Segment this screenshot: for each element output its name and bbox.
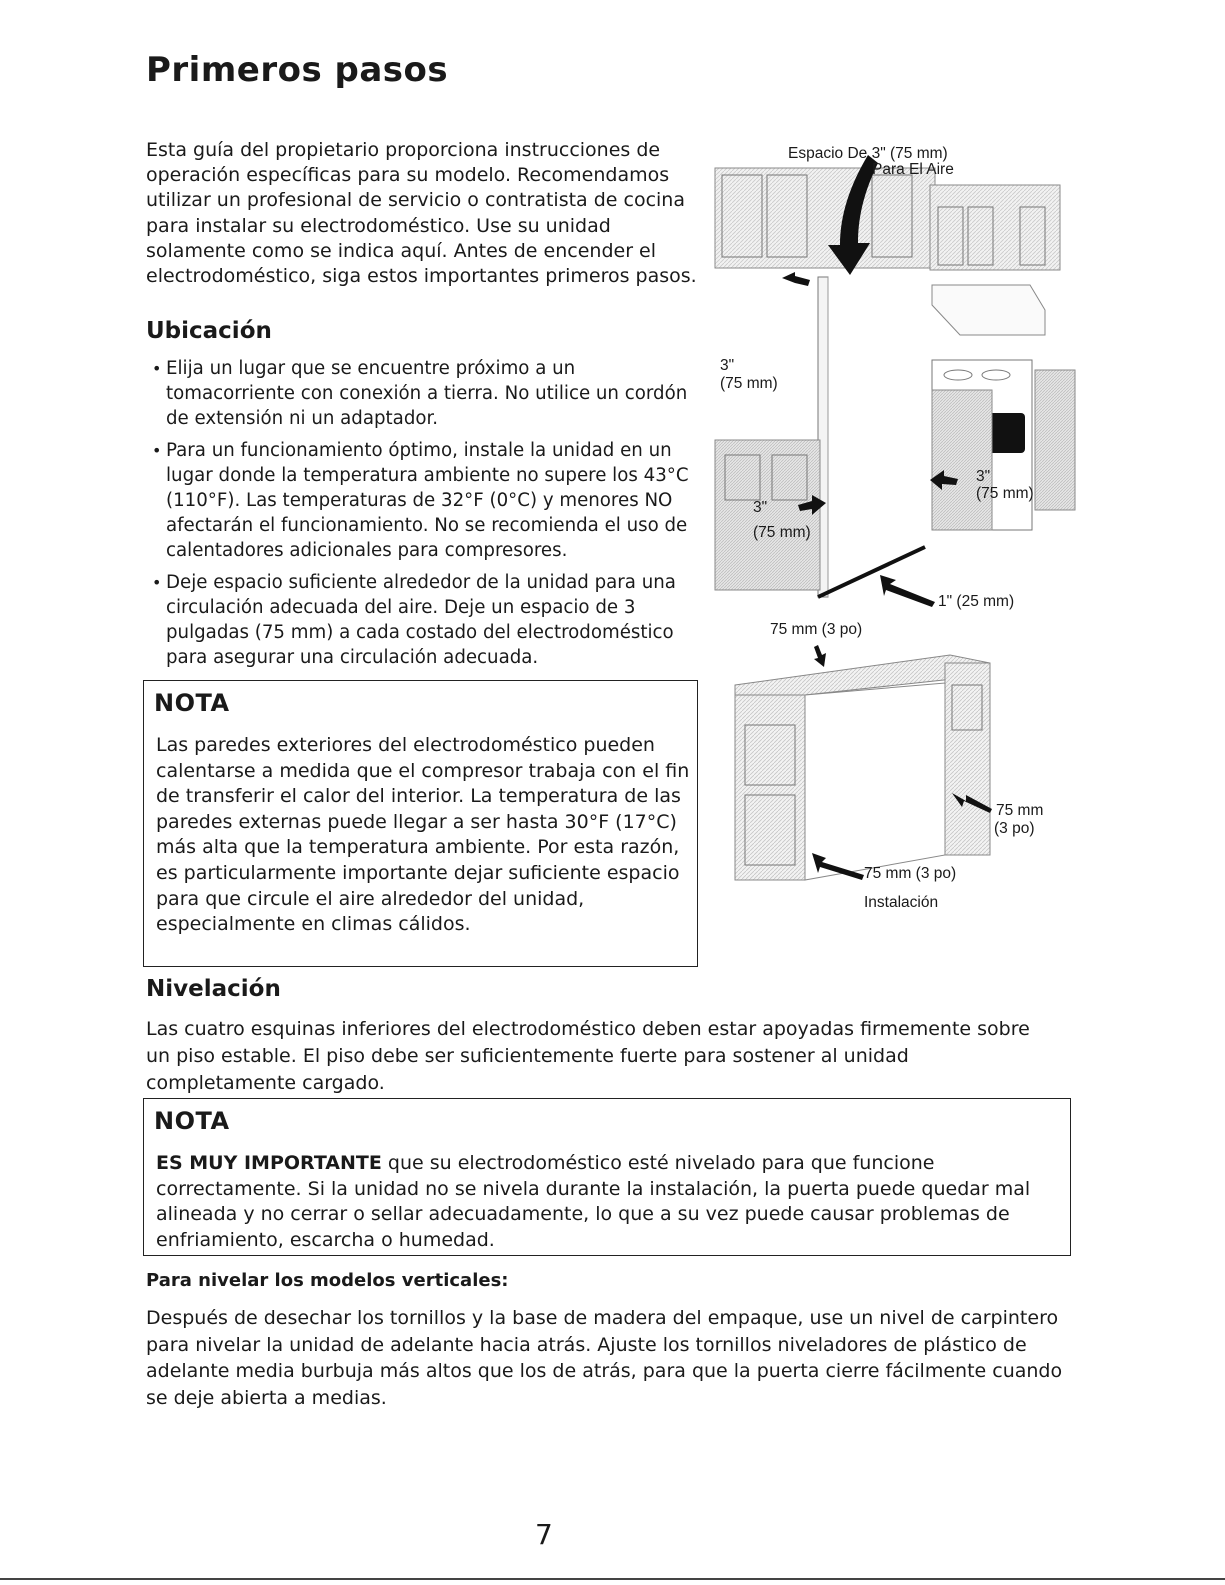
note-box-leveling xyxy=(143,1098,1071,1256)
side-clearance-label-line2: (3 po) xyxy=(994,820,1035,837)
page-number: 7 xyxy=(535,1518,553,1551)
front-clearance-label: 3" xyxy=(753,499,768,516)
air-space-label: Espacio De 3" (75 mm) xyxy=(788,145,948,162)
left-clearance-arrow xyxy=(782,272,810,286)
note-title: NOTA xyxy=(154,1107,230,1135)
bottom-clearance-label: 1" (25 mm) xyxy=(938,593,1015,610)
upright-heading: Para nivelar los modelos verticales: xyxy=(146,1270,509,1291)
bottom-clearance-arrow xyxy=(880,575,935,607)
intro-paragraph: Esta guía del propietario proporciona instrucciones de operación específicas para su modelo. Recomendamos utilizar un profesional de servicio o contratista de cocina para instalar su electrodoméstico. Use su unidad solamente como se indica aquí. Antes de encender el electrodoméstico, siga estos importantes primeros pasos. xyxy=(146,139,697,288)
clearance-diagram-bottom xyxy=(730,615,1080,915)
installation-caption: Instalación xyxy=(864,894,939,911)
front-clearance-label: 75 mm (3 po) xyxy=(864,865,957,882)
page-title: Primeros pasos xyxy=(146,50,449,90)
note-text xyxy=(156,1151,1061,1253)
upright-paragraph: Después de desechar los tornillos y la base de madera del empaque, use un nivel de carpintero para nivelar la unidad de adelante hacia atrás. Ajuste los tornillos niveladores de plástico de adelante media burbuja más altos que los de atrás, para que la puerta cierre fácilmente cuando se deje abierta a medias. xyxy=(146,1307,1063,1409)
list-item: • Elija un lugar que se encuentre próximo a un tomacorriente con conexión a tierra. No utilice un cordón de extensión ni un adaptador. xyxy=(146,356,702,431)
right-clearance-label: 3" xyxy=(976,468,991,485)
leveling-paragraph: Las cuatro esquinas inferiores del electrodoméstico deben estar apoyadas firmemente sobre un piso estable. El piso debe ser suficientemente fuerte para sostener al unidad completamente cargado. xyxy=(146,1018,1030,1094)
right-clearance-mm: (75 mm) xyxy=(976,485,1034,502)
list-item: • Deje espacio suficiente alrededor de la unidad para una circulación adecuada del aire. Deje un espacio de 3 pulgadas (75 mm) a cada costado del electrodoméstico para asegurar una circulación adecuada. xyxy=(146,570,702,670)
note-emphasis: ES MUY IMPORTANTE xyxy=(156,1152,382,1174)
clearance-diagram-top xyxy=(700,135,1080,645)
side-clearance-label: 75 mm xyxy=(996,802,1044,819)
front-clearance-mm: (75 mm) xyxy=(753,524,811,541)
page-bottom-rule xyxy=(0,1578,1225,1580)
leveling-heading: Nivelación xyxy=(146,976,281,1002)
location-heading: Ubicación xyxy=(146,318,272,344)
note-text: Las paredes exteriores del electrodoméstico pueden calentarse a medida que el compresor trabaja con el fin de transferir el calor del interior. La temperatura de las paredes externas puede llegar a ser hasta 30°F (17°C) más alta que la temperatura ambiente. Por esta razón, es particularmente importante dejar suficiente espacio para que circule el aire alrededor del unidad, especialmente en climas cálidos. xyxy=(156,734,690,936)
note-body: que su electrodoméstico esté nivelado para que funcione correctamente. Si la unidad no se nivela durante la instalación, la puerta puede quedar mal alineada y no cerrar o sellar adecuadamente, lo que a su vez puede causar problemas de enfriamiento, escarcha o humedad. xyxy=(156,1152,1031,1251)
air-space-label-line2: Para El Aire xyxy=(872,161,954,178)
note-title: NOTA xyxy=(154,689,230,717)
list-item: • Para un funcionamiento óptimo, instale la unidad en un lugar donde la temperatura ambiente no supere los 43°C (110°F). Las temperaturas de 32°F (0°C) y menores NO afectarán el funcionamiento. No se recomienda el uso de calentadores adicionales para compresores. xyxy=(146,438,702,563)
top-clearance-label: 75 mm (3 po) xyxy=(770,621,863,638)
left-clearance-label: 3" xyxy=(720,357,735,374)
left-clearance-mm: (75 mm) xyxy=(720,375,778,392)
location-bullets xyxy=(146,356,702,677)
note-box-heat xyxy=(143,680,698,967)
